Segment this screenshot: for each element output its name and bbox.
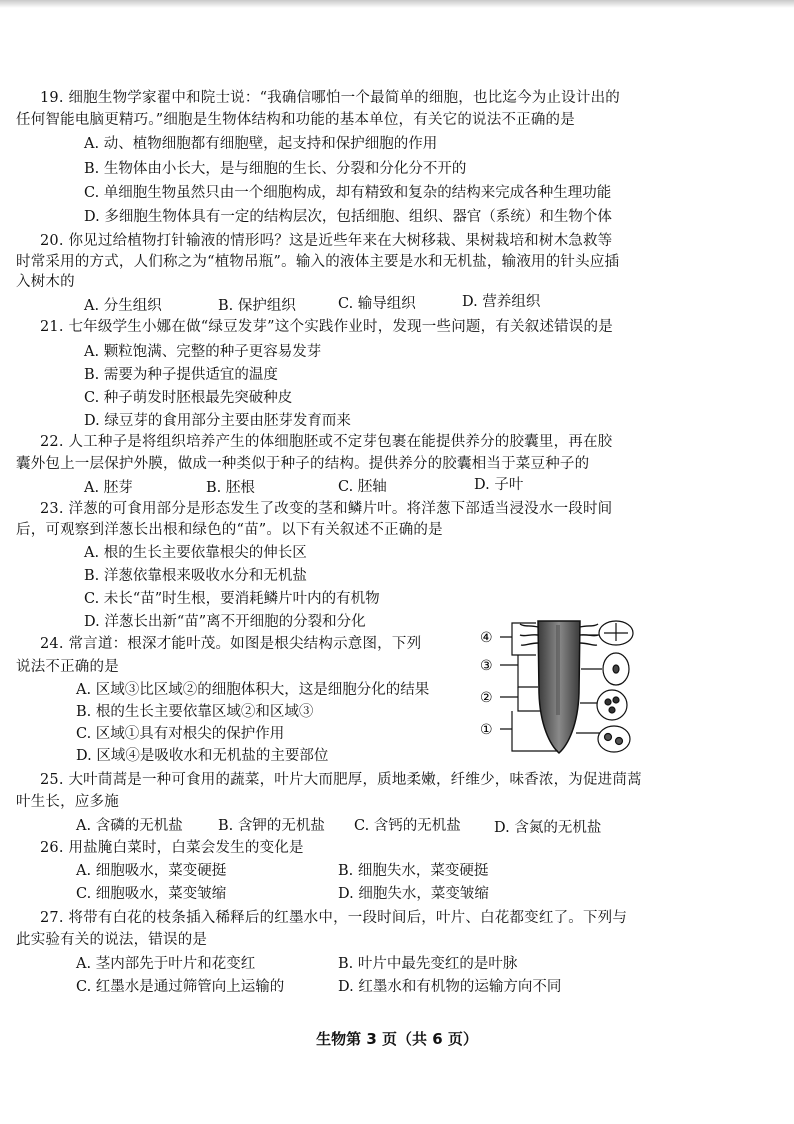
q24-stem-line2: 说法不正确的是 — [16, 659, 119, 675]
q26-stem-line1: 26. 用盐腌白菜时，白菜会发生的变化是 — [40, 840, 304, 856]
q27-option-b: B. 叶片中最先变红的是叶脉 — [338, 956, 518, 972]
q19-option-d: D. 多细胞生物体具有一定的结构层次，包括细胞、组织、器官（系统）和生物个体 — [84, 209, 612, 225]
q19-option-b: B. 生物体由小长大，是与细胞的生长、分裂和分化分不开的 — [84, 161, 467, 177]
q24-stem-line1: 24. 常言道：根深才能叶茂。如图是根尖结构示意图，下列 — [40, 636, 422, 652]
page-footer: 生物第 3 页（共 6 页） — [316, 1030, 478, 1048]
q21-option-a: A. 颗粒饱满、完整的种子更容易发芽 — [84, 344, 322, 360]
cell-inset-1 — [598, 726, 630, 752]
q22-option-a: A. 胚芽 — [84, 480, 133, 496]
q20-stem-line3: 入树木的 — [16, 274, 75, 290]
q26-option-d: D. 细胞失水，菜变皱缩 — [338, 886, 489, 902]
q21-option-c: C. 种子萌发时胚根最先突破种皮 — [84, 390, 293, 406]
q21-option-b: B. 需要为种子提供适宜的温度 — [84, 367, 278, 383]
q20-option-c: C. 输导组织 — [338, 296, 416, 312]
q27-option-d: D. 红墨水和有机物的运输方向不同 — [338, 979, 562, 995]
q19-stem-line1: 19. 细胞生物学家翟中和院士说：“我确信哪怕一个最简单的细胞，也比迄今为止设计出的 — [40, 90, 620, 106]
q25-option-b: B. 含钾的无机盐 — [218, 818, 325, 834]
q21-stem-line1: 21. 七年级学生小娜在做“绿豆发芽”这个实践作业时，发现一些问题，有关叙述错误的是 — [40, 319, 613, 335]
root-vascular-core — [556, 625, 560, 715]
q19-option-c: C. 单细胞生物虽然只由一个细胞构成，却有精致和复杂的结构来完成各种生理功能 — [84, 185, 612, 201]
q25-stem-line1: 25. 大叶茼蒿是一种可食用的蔬菜，叶片大而肥厚，质地柔嫩，纤维少，味香浓，为促进茼蒿 — [40, 772, 642, 788]
q23-option-d: D. 洋葱长出新“苗”离不开细胞的分裂和分化 — [84, 614, 366, 630]
q20-option-a: A. 分生组织 — [84, 298, 162, 314]
q22-option-c: C. 胚轴 — [338, 479, 387, 495]
q23-stem-line2: 后，可观察到洋葱长出根和绿色的“苗”。以下有关叙述不正确的是 — [16, 522, 443, 538]
q26-option-a: A. 细胞吸水，菜变硬挺 — [76, 863, 227, 879]
cell-insets — [597, 621, 633, 752]
q25-option-d: D. 含氮的无机盐 — [494, 820, 602, 836]
cell-inset-2 — [597, 690, 627, 720]
q22-stem-line1: 22. 人工种子是将组织培养产生的体细胞胚或不定芽包裹在能提供养分的胶囊里，再在胶 — [40, 434, 613, 450]
q24-option-d: D. 区域④是吸收水和无机盐的主要部位 — [76, 748, 329, 764]
q26-option-c: C. 细胞吸水，菜变皱缩 — [76, 886, 227, 902]
q22-option-b: B. 胚根 — [206, 480, 255, 496]
zone-label-3: ③ — [480, 658, 493, 674]
q27-option-a: A. 茎内部先于叶片和花变红 — [76, 956, 256, 972]
q22-option-d: D. 子叶 — [474, 477, 524, 493]
q20-stem-line2: 时常采用的方式，人们称之为“植物吊瓶”。输入的液体主要是水和无机盐，输液用的针头应插 — [16, 254, 620, 270]
q25-option-a: A. 含磷的无机盐 — [76, 818, 183, 834]
q22-stem-line2: 囊外包上一层保护外膜，做成一种类似于种子的结构。提供养分的胶囊相当于菜豆种子的 — [16, 456, 590, 472]
q24-option-c: C. 区域①具有对根尖的保护作用 — [76, 726, 285, 742]
q24-option-a: A. 区域③比区域②的细胞体积大，这是细胞分化的结果 — [76, 682, 430, 698]
q19-stem-line2: 任何智能电脑更精巧。”细胞是生物体结构和功能的基本单位，有关它的说法不正确的是 — [16, 112, 575, 128]
q20-option-b: B. 保护组织 — [218, 298, 296, 314]
q23-option-a: A. 根的生长主要依靠根尖的伸长区 — [84, 545, 307, 561]
q19-option-a: A. 动、植物细胞都有细胞壁，起支持和保护细胞的作用 — [84, 136, 438, 152]
q25-stem-line2: 叶生长，应多施 — [16, 794, 119, 810]
zone-label-1: ① — [480, 722, 493, 738]
q23-option-c: C. 未长“苗”时生根，要消耗鳞片叶内的有机物 — [84, 591, 380, 607]
q20-option-d: D. 营养组织 — [462, 294, 541, 310]
root-tip-diagram — [478, 615, 638, 757]
scan-edge — [0, 0, 794, 8]
q27-stem-line2: 此实验有关的说法，错误的是 — [16, 932, 208, 948]
q24-option-b: B. 根的生长主要依靠区域②和区域③ — [76, 704, 314, 720]
q23-option-b: B. 洋葱依靠根来吸收水分和无机盐 — [84, 568, 307, 584]
zone-label-2: ② — [480, 690, 493, 706]
q20-stem-line1: 20. 你见过给植物打针输液的情形吗？这是近些年来在大树移栽、果树栽培和树木急救等 — [40, 233, 613, 249]
zone-label-4: ④ — [480, 630, 493, 646]
q25-option-c: C. 含钙的无机盐 — [354, 818, 461, 834]
q23-stem-line1: 23. 洋葱的可食用部分是形态发生了改变的茎和鳞片叶。将洋葱下部适当浸没水一段时间 — [40, 501, 613, 517]
q27-option-c: C. 红墨水是通过筛管向上运输的 — [76, 979, 285, 995]
q26-option-b: B. 细胞失水，菜变硬挺 — [338, 863, 489, 879]
q21-option-d: D. 绿豆芽的食用部分主要由胚芽发育而来 — [84, 413, 351, 429]
q27-stem-line1: 27. 将带有白花的枝条插入稀释后的红墨水中，一段时间后，叶片、白花都变红了。下列与 — [40, 910, 628, 926]
